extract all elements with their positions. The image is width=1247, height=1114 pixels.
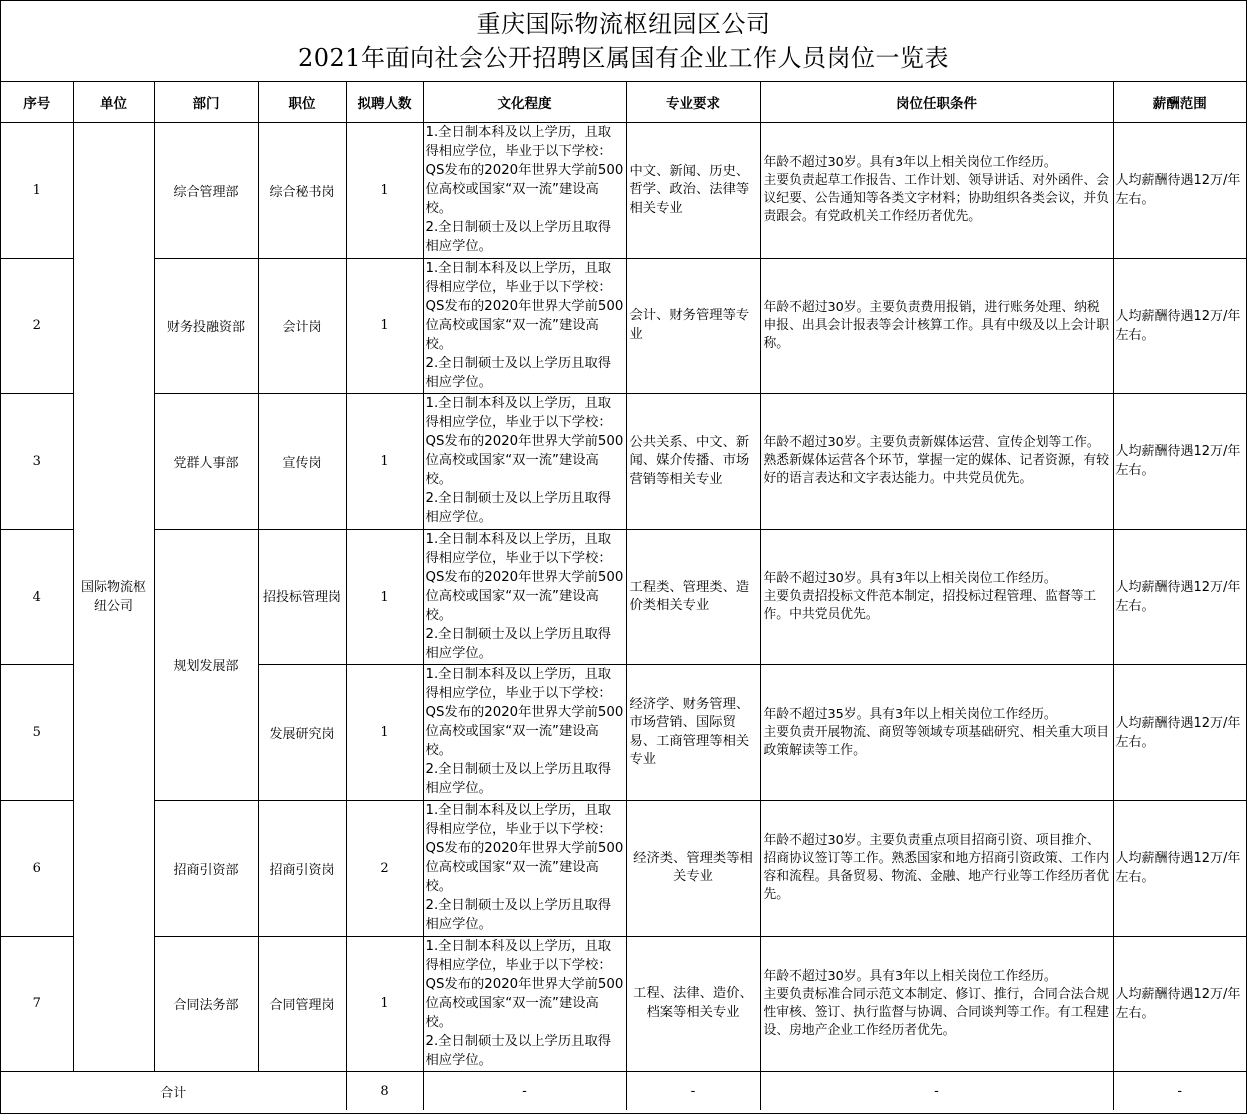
row-no: 7	[1, 936, 73, 1072]
title-line-1: 重庆国际物流枢纽园区公司	[476, 10, 771, 38]
salary-cell: 人均薪酬待遇12万/年左右。	[1113, 529, 1246, 665]
row-no: 5	[1, 665, 73, 801]
table-row	[1, 123, 1246, 259]
major-cell: 中文、新闻、历史、哲学、政治、法律等相关专业	[626, 123, 760, 259]
header-cell-position: 职位	[258, 82, 346, 123]
position-cell: 综合秘书岗	[258, 123, 346, 259]
education-cell: 1.全日制本科及以上学历，且取得相应学位，毕业于以下学校：QS发布的2020年世界大学前500位高校或国家“双一流”建设高校。 2.全日制硕士及以上学历且取得相应学位。	[423, 936, 626, 1072]
conditions-cell: 年龄不超过30岁。具有3年以上相关岗位工作经历。 主要负责起草工作报告、工作计划、领导讲话、对外函件、会议纪要、公告通知等各类文字材料；协助组织各类会议，并负责跟会。有党政机关工作经历者优先。	[760, 123, 1113, 259]
header-cell-no: 序号	[1, 82, 73, 123]
dept-cell: 综合管理部	[154, 123, 258, 259]
education-cell: 1.全日制本科及以上学历，且取得相应学位，毕业于以下学校：QS发布的2020年世界大学前500位高校或国家“双一流”建设高校。 2.全日制硕士及以上学历且取得相应学位。	[423, 394, 626, 530]
major-cell: 经济学、财务管理、市场营销、国际贸易、工商管理等相关专业	[626, 665, 760, 801]
unit-cell: 国际物流枢纽公司	[73, 123, 154, 1072]
table-row	[1, 258, 1246, 394]
table-row	[1, 936, 1246, 1072]
total-dash-education: -	[423, 1072, 626, 1111]
table-row	[1, 529, 1246, 665]
table-row	[1, 394, 1246, 530]
conditions-cell: 年龄不超过30岁。具有3年以上相关岗位工作经历。 主要负责标准合同示范文本制定、修订、推行，合同合法合规性审核、签订、执行监督与协调、合同谈判等工作。有工程建设、房地产企业工作经历者优先。	[760, 936, 1113, 1072]
count-cell: 1	[346, 123, 423, 259]
position-cell: 会计岗	[258, 258, 346, 394]
major-cell: 工程类、管理类、造价类相关专业	[626, 529, 760, 665]
education-cell: 1.全日制本科及以上学历，且取得相应学位，毕业于以下学校：QS发布的2020年世界大学前500位高校或国家“双一流”建设高校。 2.全日制硕士及以上学历且取得相应学位。	[423, 665, 626, 801]
row-no: 3	[1, 394, 73, 530]
row-no: 6	[1, 800, 73, 936]
table-title	[1, 1, 1246, 82]
conditions-cell: 年龄不超过35岁。具有3年以上相关岗位工作经历。 主要负责开展物流、商贸等领域专项基础研究、相关重大项目政策解读等工作。	[760, 665, 1113, 801]
dept-cell: 规划发展部	[154, 529, 258, 800]
education-cell: 1.全日制本科及以上学历，且取得相应学位，毕业于以下学校：QS发布的2020年世界大学前500位高校或国家“双一流”建设高校。 2.全日制硕士及以上学历且取得相应学位。	[423, 258, 626, 394]
count-cell: 1	[346, 936, 423, 1072]
header-cell-major: 专业要求	[626, 82, 760, 123]
salary-cell: 人均薪酬待遇12万/年左右。	[1113, 665, 1246, 801]
conditions-cell: 年龄不超过30岁。具有3年以上相关岗位工作经历。 主要负责招投标文件范本制定，招投标过程管理、监督等工作。中共党员优先。	[760, 529, 1113, 665]
header-cell-dept: 部门	[154, 82, 258, 123]
total-dash-major: -	[626, 1072, 760, 1111]
total-dash-salary: -	[1113, 1072, 1246, 1111]
position-table	[1, 82, 1246, 1110]
dept-cell: 招商引资部	[154, 800, 258, 936]
education-cell: 1.全日制本科及以上学历，且取得相应学位，毕业于以下学校：QS发布的2020年世界大学前500位高校或国家“双一流”建设高校。 2.全日制硕士及以上学历且取得相应学位。	[423, 123, 626, 259]
salary-cell: 人均薪酬待遇12万/年左右。	[1113, 123, 1246, 259]
position-cell: 宣传岗	[258, 394, 346, 530]
salary-cell: 人均薪酬待遇12万/年左右。	[1113, 936, 1246, 1072]
row-no: 2	[1, 258, 73, 394]
major-cell: 工程、法律、造价、档案等相关专业	[626, 936, 760, 1072]
header-cell-unit: 单位	[73, 82, 154, 123]
total-count: 8	[346, 1072, 423, 1111]
total-dash-conditions: -	[760, 1072, 1113, 1111]
conditions-cell: 年龄不超过30岁。主要负责重点项目招商引资、项目推介、招商协议签订等工作。熟悉国家和地方招商引资政策、工作内容和流程。具备贸易、物流、金融、地产行业等工作经历者优先。	[760, 800, 1113, 936]
header-cell-count: 拟聘人数	[346, 82, 423, 123]
row-no: 4	[1, 529, 73, 665]
header-cell-conditions: 岗位任职条件	[760, 82, 1113, 123]
conditions-cell: 年龄不超过30岁。主要负责新媒体运营、宣传企划等工作。熟悉新媒体运营各个环节，掌握一定的媒体、记者资源，有较好的语言表达和文字表达能力。中共党员优先。	[760, 394, 1113, 530]
count-cell: 1	[346, 665, 423, 801]
position-cell: 合同管理岗	[258, 936, 346, 1072]
count-cell: 1	[346, 258, 423, 394]
count-cell: 1	[346, 394, 423, 530]
dept-cell: 财务投融资部	[154, 258, 258, 394]
total-row	[1, 1072, 1246, 1111]
major-cell: 公共关系、中文、新闻、媒介传播、市场营销等相关专业	[626, 394, 760, 530]
header-cell-education: 文化程度	[423, 82, 626, 123]
total-label: 合计	[1, 1072, 346, 1111]
major-cell: 会计、财务管理等专业	[626, 258, 760, 394]
dept-cell: 合同法务部	[154, 936, 258, 1072]
education-cell: 1.全日制本科及以上学历，且取得相应学位，毕业于以下学校：QS发布的2020年世界大学前500位高校或国家“双一流”建设高校。 2.全日制硕士及以上学历且取得相应学位。	[423, 529, 626, 665]
conditions-cell: 年龄不超过30岁。主要负责费用报销，进行账务处理、纳税申报、出具会计报表等会计核算工作。具有中级及以上会计职称。	[760, 258, 1113, 394]
header-row	[1, 82, 1246, 123]
dept-cell: 党群人事部	[154, 394, 258, 530]
count-cell: 1	[346, 529, 423, 665]
salary-cell: 人均薪酬待遇12万/年左右。	[1113, 800, 1246, 936]
row-no: 1	[1, 123, 73, 259]
title-line-2: 2021年面向社会公开招聘区属国有企业工作人员岗位一览表	[297, 44, 950, 72]
position-cell: 发展研究岗	[258, 665, 346, 801]
salary-cell: 人均薪酬待遇12万/年左右。	[1113, 258, 1246, 394]
position-cell: 招商引资岗	[258, 800, 346, 936]
header-cell-salary: 薪酬范围	[1113, 82, 1246, 123]
major-cell: 经济类、管理类等相关专业	[626, 800, 760, 936]
education-cell: 1.全日制本科及以上学历，且取得相应学位，毕业于以下学校：QS发布的2020年世界大学前500位高校或国家“双一流”建设高校。 2.全日制硕士及以上学历且取得相应学位。	[423, 800, 626, 936]
salary-cell: 人均薪酬待遇12万/年左右。	[1113, 394, 1246, 530]
position-cell: 招投标管理岗	[258, 529, 346, 665]
count-cell: 2	[346, 800, 423, 936]
table-row	[1, 800, 1246, 936]
